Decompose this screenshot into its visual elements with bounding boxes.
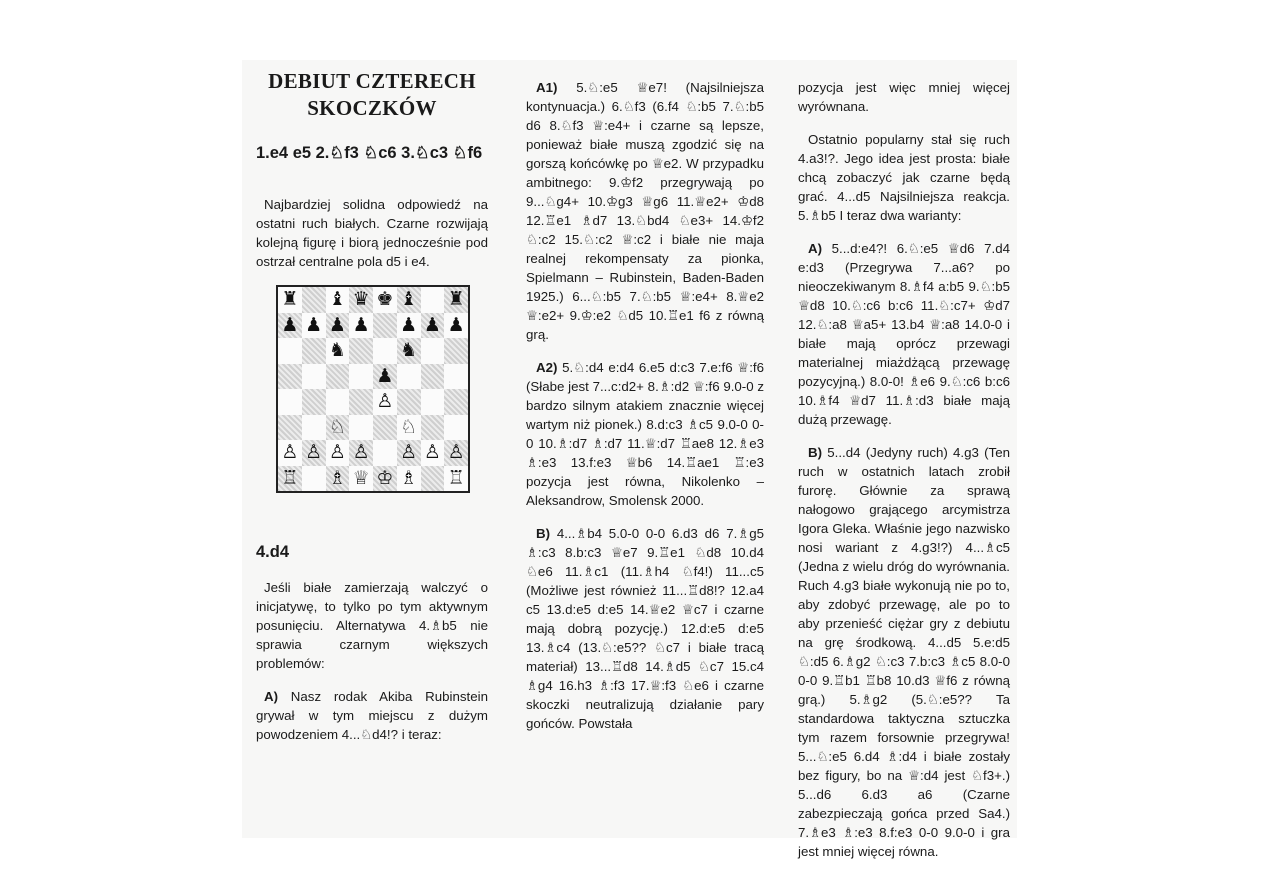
square-e3 <box>373 415 397 441</box>
chess-board <box>276 285 470 493</box>
intro-paragraph: Najbardziej solidna odpowiedź na ostatni ruch białych. Czarne rozwijają kolejną figurę i biorą jednocześnie pod ostrzał centralne pola d5 i e4. <box>256 197 488 269</box>
variation-b-text: 4...♗b4 5.0-0 0-0 6.d3 d6 7.♗g5 ♗:c3 8.b:c3 ♕e7 9.♖e1 ♘d8 10.d4 ♘e6 11.♗c1 (11.♗h4 ♘f4!) 11...c5 (Możliwe jest również 11...♖d8!? 12.a4 c5 13.d:e5 d:e5 14.♕e2 ♕c7 i czarne mają dobrą pozycję.) 12.d:e5 d:e5 13.♗c4 (13.♘:e5?? ♘c7 i białe tracą materiał) 13...♖d8 14.♗d5 ♘c7 15.c4 ♗g4 16.h3 ♗:f3 17.♕:f3 ♘e6 i czarne skoczki neutralizują działanie pary gońców. Powstała <box>526 526 764 731</box>
chess-diagram <box>276 285 470 493</box>
column-3 <box>798 78 1010 875</box>
square-f3: ♘ <box>397 415 421 441</box>
square-f6: ♞ <box>397 338 421 364</box>
square-c5 <box>326 364 350 390</box>
variation-a-paragraph <box>256 687 488 744</box>
variation-a2-label: A2) <box>536 360 558 375</box>
square-h5 <box>444 364 468 390</box>
column-2 <box>526 78 764 747</box>
square-d4 <box>349 389 373 415</box>
square-c8: ♝ <box>326 287 350 313</box>
square-f1: ♗ <box>397 466 421 492</box>
square-h7: ♟ <box>444 313 468 339</box>
square-c7: ♟ <box>326 313 350 339</box>
variation-3b-text: 5...d4 (Jedyny ruch) 4.g3 (Ten ruch w ostatnich latach zrobił furorę. Głównie za sprawą nałogowo grającego arcymistrza Igora Gleka. Właśnie jego nazwisko nosi wariant z 4.g3!?) 4...♗c5 (Jedna z wielu dróg do wyrównania. Ruch 4.g3 białe wykonują nie po to, aby zdobyć przewagę, ale po to aby przenieść ciężar gry z debiutu na grę środkową. 4...d5 5.e:d5 ♘:d5 6.♗g2 ♘:c3 7.b:c3 ♗c5 8.0-0 0-0 9.♖b1 ♖b8 10.d3 ♕f6 z równą grą.) 5.♗g2 (5.♘:e5?? Ta standardowa taktyczna sztuczka tym razem forsownie przegrywa! 5...♘:e5 6.d4 ♗:d4 i białe zostały bez figury, bo na ♕:d4 jest ♘f3+.) 5...d6 6.d3 a6 (Czarne zabezpieczają gońca przed Sa4.) 7.♗e3 ♗:e3 8.f:e3 0-0 9.0-0 i gra jest mniej więcej równa. <box>798 445 1010 859</box>
square-d2: ♙ <box>349 440 373 466</box>
variation-b-label: B) <box>536 526 551 541</box>
square-e4: ♙ <box>373 389 397 415</box>
square-b7: ♟ <box>302 313 326 339</box>
variation-a-label: A) <box>264 689 279 704</box>
square-a6 <box>278 338 302 364</box>
variation-3b-label: B) <box>808 445 823 460</box>
square-g6 <box>421 338 445 364</box>
square-b2: ♙ <box>302 440 326 466</box>
variation-3a-label: A) <box>808 241 823 256</box>
square-a3 <box>278 415 302 441</box>
square-h1: ♖ <box>444 466 468 492</box>
book-page <box>242 60 1017 859</box>
square-d5 <box>349 364 373 390</box>
variation-3a-paragraph <box>798 239 1010 429</box>
square-g2: ♙ <box>421 440 445 466</box>
square-e1: ♔ <box>373 466 397 492</box>
square-g1 <box>421 466 445 492</box>
variation-a1-label: A1) <box>536 80 558 95</box>
square-b3 <box>302 415 326 441</box>
square-e6 <box>373 338 397 364</box>
square-d3 <box>349 415 373 441</box>
square-a1: ♖ <box>278 466 302 492</box>
square-d8: ♛ <box>349 287 373 313</box>
square-f7: ♟ <box>397 313 421 339</box>
square-a2: ♙ <box>278 440 302 466</box>
variation-b-paragraph <box>526 524 764 733</box>
opening-moves-heading: 1.e4 e5 2.♘f3 ♘c6 3.♘c3 ♘f6 <box>256 144 483 162</box>
square-c1: ♗ <box>326 466 350 492</box>
variation-a1-paragraph <box>526 78 764 344</box>
square-d6 <box>349 338 373 364</box>
square-g4 <box>421 389 445 415</box>
square-a8: ♜ <box>278 287 302 313</box>
square-g5 <box>421 364 445 390</box>
square-g3 <box>421 415 445 441</box>
square-a4 <box>278 389 302 415</box>
square-f4 <box>397 389 421 415</box>
continuation-paragraph: pozycja jest więc mniej więcej wyrównana. <box>798 80 1010 114</box>
variation-a1-text: 5.♘:e5 ♕e7! (Najsilniejsza kontynuacja.) 6.♘f3 (6.f4 ♘:b5 7.♘:b5 d6 8.♘f3 ♕:e4+ i czarne są lepsze, ponieważ białe muszą zgodzić się na gorszą końcówkę po ♕e2. W przypadku ambitnego: 9.♔f2 przegrywają po 9...♘g4+ 10.♔g3 ♕g6 11.♕e2+ ♔d8 12.♖e1 ♗d7 13.♘bd4 ♘e3+ 14.♔f2 ♘:c2 15.♘:c2 ♕:c2 i białe nie maja realnej rekompensaty za pionka, Spielmann – Rubinstein, Baden-Baden 1925.) 6...♘:b5 7.♘:b5 ♕:e4+ 8.♕e2 ♕:e2+ 9.♔:e2 ♘d5 10.♖e1 f6 z równą grą. <box>526 80 764 342</box>
square-a5 <box>278 364 302 390</box>
square-f8: ♝ <box>397 287 421 313</box>
square-g7: ♟ <box>421 313 445 339</box>
square-g8 <box>421 287 445 313</box>
square-f5 <box>397 364 421 390</box>
square-e2 <box>373 440 397 466</box>
chapter-title: DEBIUT CZTERECH SKOCZKÓW <box>268 69 476 120</box>
square-b4 <box>302 389 326 415</box>
square-h6 <box>444 338 468 364</box>
square-c3: ♘ <box>326 415 350 441</box>
square-c2: ♙ <box>326 440 350 466</box>
square-a7: ♟ <box>278 313 302 339</box>
section-heading-d4: 4.d4 <box>256 543 290 561</box>
square-h2: ♙ <box>444 440 468 466</box>
variation-3b-paragraph <box>798 443 1010 861</box>
square-f2: ♙ <box>397 440 421 466</box>
recent-paragraph: Ostatnio popularny stał się ruch 4.a3!?. Jego idea jest prosta: białe chcą zobaczyć jak czarne będą grać. 4...d5 Najsilniejsza reakcja. 5.♗b5 I teraz dwa warianty: <box>798 132 1010 223</box>
square-b8 <box>302 287 326 313</box>
square-e5: ♟ <box>373 364 397 390</box>
variation-a2-text: 5.♘:d4 e:d4 6.e5 d:c3 7.e:f6 ♕:f6 (Słabe jest 7...c:d2+ 8.♗:d2 ♕:f6 9.0-0 z bardzo silnym atakiem znacznie więcej wartym niż pionek.) 8.d:c3 ♗c5 9.0-0 0-0 10.♗:d7 ♗:d7 11.♕:d7 ♖ae8 12.♗e3 ♗:e3 13.f:e3 ♕b6 14.♖ae1 ♖:e3 pozycja jest równa, Nikolenko – Aleksandrow, Smolensk 2000. <box>526 360 764 508</box>
column-1 <box>256 60 488 758</box>
variation-a-text: Nasz rodak Akiba Rubinstein grywał w tym miejscu z dużym powodzeniem 4...♘d4!? i teraz: <box>256 689 488 742</box>
square-e7 <box>373 313 397 339</box>
square-d7: ♟ <box>349 313 373 339</box>
square-b6 <box>302 338 326 364</box>
square-h4 <box>444 389 468 415</box>
square-b1 <box>302 466 326 492</box>
d4-paragraph: Jeśli białe zamierzają walczyć o inicjatywę, to tylko po tym aktywnym posunięciu. Alternatywa 4.♗b5 nie sprawia czarnym większych problemów: <box>256 580 488 671</box>
square-h8: ♜ <box>444 287 468 313</box>
square-e8: ♚ <box>373 287 397 313</box>
square-c6: ♞ <box>326 338 350 364</box>
variation-3a-text: 5...d:e4?! 6.♘:e5 ♕d6 7.d4 e:d3 (Przegrywa 7...a6? po nieoczekiwanym 8.♗f4 a:b5 9.♘:b5 ♕d8 10.♘:c6 b:c6 11.♘:c7+ ♔d7 12.♘:a8 ♕a5+ 13.b4 ♕:a8 14.0-0 i białe mają oprócz przewagi materialnej miażdżącą przewagę pozycyjną.) 8.0-0! ♗e6 9.♘:c6 b:c6 10.♗f4 ♕d7 11.♗:d3 białe mają dużą przewagę. <box>798 241 1010 427</box>
square-b5 <box>302 364 326 390</box>
square-h3 <box>444 415 468 441</box>
square-d1: ♕ <box>349 466 373 492</box>
variation-a2-paragraph <box>526 358 764 510</box>
square-c4 <box>326 389 350 415</box>
